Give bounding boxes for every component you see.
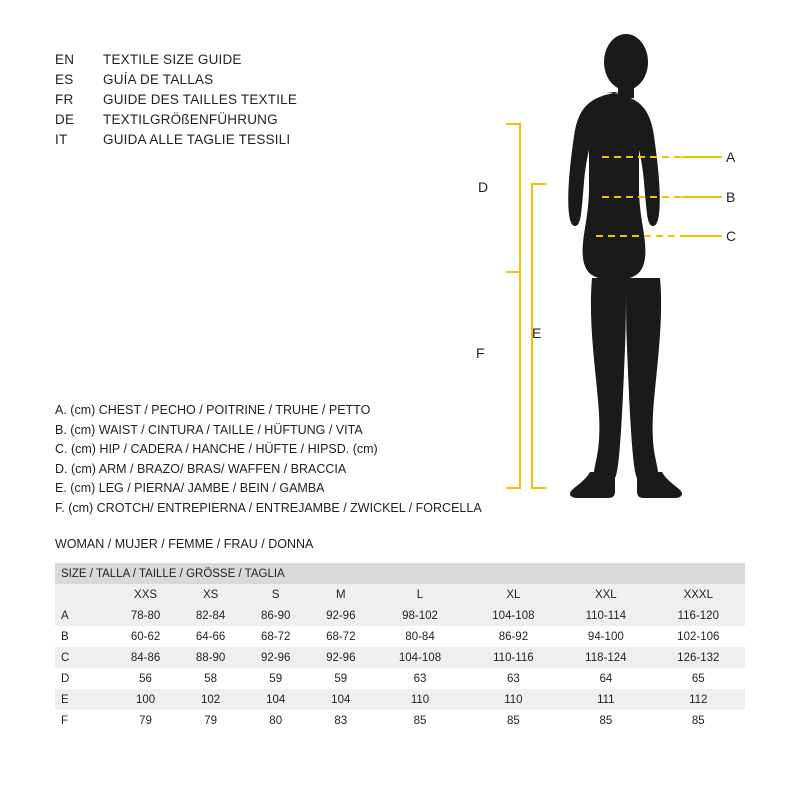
cell-d-xs: 58 bbox=[178, 668, 243, 689]
cell-a-xxxl: 116-120 bbox=[652, 605, 745, 626]
table-row bbox=[55, 626, 745, 647]
table-row bbox=[55, 647, 745, 668]
cell-e-xxs: 100 bbox=[113, 689, 178, 710]
table-header-cell-xl: XL bbox=[467, 584, 560, 605]
cell-a-s: 86-90 bbox=[243, 605, 308, 626]
marker-label-e: E bbox=[532, 325, 542, 341]
cell-f-m: 83 bbox=[308, 710, 373, 731]
cell-d-xxs: 56 bbox=[113, 668, 178, 689]
cell-c-s: 92-96 bbox=[243, 647, 308, 668]
table-header-cell-l: L bbox=[373, 584, 466, 605]
cell-c-xl: 110-116 bbox=[467, 647, 560, 668]
cell-a-xl: 104-108 bbox=[467, 605, 560, 626]
language-title-en: TEXTILE SIZE GUIDE bbox=[103, 52, 242, 67]
cell-f-xs: 79 bbox=[178, 710, 243, 731]
table-row bbox=[55, 689, 745, 710]
guide-bracket-d bbox=[506, 124, 520, 272]
cell-b-xs: 64-66 bbox=[178, 626, 243, 647]
table-header-cell-xxs: XXS bbox=[113, 584, 178, 605]
row-label-c: C bbox=[55, 647, 113, 668]
marker-label-a: A bbox=[726, 149, 736, 165]
table-header-cell-xxxl: XXXL bbox=[652, 584, 745, 605]
legend-item-b: B. (cm) WAIST / CINTURA / TAILLE / HÜFTUNG / VITA bbox=[55, 422, 363, 437]
table-header-cell-m: M bbox=[308, 584, 373, 605]
marker-label-f: F bbox=[476, 345, 485, 361]
language-row-it bbox=[55, 130, 475, 150]
cell-f-xxs: 79 bbox=[113, 710, 178, 731]
size-table bbox=[55, 563, 745, 731]
language-code-es: ES bbox=[55, 72, 74, 87]
gender-label: WOMAN / MUJER / FEMME / FRAU / DONNA bbox=[55, 537, 314, 551]
cell-f-l: 85 bbox=[373, 710, 466, 731]
measurement-legend bbox=[55, 401, 515, 519]
cell-b-l: 80-84 bbox=[373, 626, 466, 647]
cell-f-s: 80 bbox=[243, 710, 308, 731]
legend-item-a: A. (cm) CHEST / PECHO / POITRINE / TRUHE / PETTO bbox=[55, 403, 371, 417]
table-header-cell-xs: XS bbox=[178, 584, 243, 605]
cell-d-xxl: 64 bbox=[560, 668, 651, 689]
cell-d-m: 59 bbox=[308, 668, 373, 689]
cell-b-xxl: 94-100 bbox=[560, 626, 651, 647]
cell-c-xs: 88-90 bbox=[178, 647, 243, 668]
cell-c-xxxl: 126-132 bbox=[652, 647, 745, 668]
cell-d-s: 59 bbox=[243, 668, 308, 689]
cell-d-xl: 63 bbox=[467, 668, 560, 689]
cell-a-l: 98-102 bbox=[373, 605, 466, 626]
language-row-es bbox=[55, 70, 475, 90]
cell-a-xxl: 110-114 bbox=[560, 605, 651, 626]
row-label-b: B bbox=[55, 626, 113, 647]
language-title-list bbox=[55, 50, 475, 150]
cell-b-s: 68-72 bbox=[243, 626, 308, 647]
language-title-es: GUÍA DE TALLAS bbox=[103, 72, 214, 87]
legend-item-d: D. (cm) ARM / BRAZO/ BRAS/ WAFFEN / BRACCIA bbox=[55, 461, 347, 476]
marker-label-d: D bbox=[478, 179, 489, 195]
language-row-de bbox=[55, 110, 475, 130]
language-code-de: DE bbox=[55, 112, 75, 127]
language-title-fr: GUIDE DES TAILLES TEXTILE bbox=[103, 92, 298, 107]
cell-f-xxxl: 85 bbox=[652, 710, 745, 731]
cell-e-xs: 102 bbox=[178, 689, 243, 710]
cell-e-l: 110 bbox=[373, 689, 466, 710]
table-row bbox=[55, 710, 745, 731]
table-header-row bbox=[55, 584, 745, 605]
cell-c-xxs: 84-86 bbox=[113, 647, 178, 668]
language-title-it: GUIDA ALLE TAGLIE TESSILI bbox=[103, 132, 291, 147]
cell-a-m: 92-96 bbox=[308, 605, 373, 626]
language-code-it: IT bbox=[55, 132, 68, 147]
cell-a-xxs: 78-80 bbox=[113, 605, 178, 626]
cell-b-xxs: 60-62 bbox=[113, 626, 178, 647]
cell-e-xl: 110 bbox=[467, 689, 560, 710]
marker-label-c: C bbox=[726, 228, 737, 244]
legend-item-c: C. (cm) HIP / CADERA / HANCHE / HÜFTE / HIPSD. (cm) bbox=[55, 442, 378, 457]
table-header-cell-xxl: XXL bbox=[560, 584, 651, 605]
table-title-row bbox=[55, 563, 745, 584]
row-label-d: D bbox=[55, 668, 113, 689]
language-code-fr: FR bbox=[55, 92, 74, 107]
table-title: SIZE / TALLA / TAILLE / GRÖSSE / TAGLIA bbox=[55, 563, 745, 584]
language-title-de: TEXTILGRÖßENFÜHRUNG bbox=[103, 112, 278, 127]
language-row-fr bbox=[55, 90, 475, 110]
cell-e-s: 104 bbox=[243, 689, 308, 710]
table-header-cell-0 bbox=[55, 584, 113, 605]
cell-f-xl: 85 bbox=[467, 710, 560, 731]
cell-c-m: 92-96 bbox=[308, 647, 373, 668]
female-silhouette-shape bbox=[568, 34, 682, 498]
table-header-cell-s: S bbox=[243, 584, 308, 605]
cell-d-l: 63 bbox=[373, 668, 466, 689]
cell-b-m: 68-72 bbox=[308, 626, 373, 647]
cell-d-xxxl: 65 bbox=[652, 668, 745, 689]
row-label-e: E bbox=[55, 689, 113, 710]
cell-c-l: 104-108 bbox=[373, 647, 466, 668]
cell-e-xxxl: 112 bbox=[652, 689, 745, 710]
table-row bbox=[55, 668, 745, 689]
cell-f-xxl: 85 bbox=[560, 710, 651, 731]
language-row-en bbox=[55, 50, 475, 70]
legend-item-f: F. (cm) CROTCH/ ENTREPIERNA / ENTREJAMBE / ZWICKEL / FORCELLA bbox=[55, 500, 482, 515]
row-label-a: A bbox=[55, 605, 113, 626]
cell-e-m: 104 bbox=[308, 689, 373, 710]
table-row bbox=[55, 605, 745, 626]
cell-e-xxl: 111 bbox=[560, 689, 651, 710]
cell-b-xxxl: 102-106 bbox=[652, 626, 745, 647]
cell-c-xxl: 118-124 bbox=[560, 647, 651, 668]
row-label-f: F bbox=[55, 710, 113, 731]
legend-item-e: E. (cm) LEG / PIERNA/ JAMBE / BEIN / GAMBA bbox=[55, 481, 325, 496]
cell-a-xs: 82-84 bbox=[178, 605, 243, 626]
marker-label-b: B bbox=[726, 189, 736, 205]
language-code-en: EN bbox=[55, 52, 75, 67]
cell-b-xl: 86-92 bbox=[467, 626, 560, 647]
